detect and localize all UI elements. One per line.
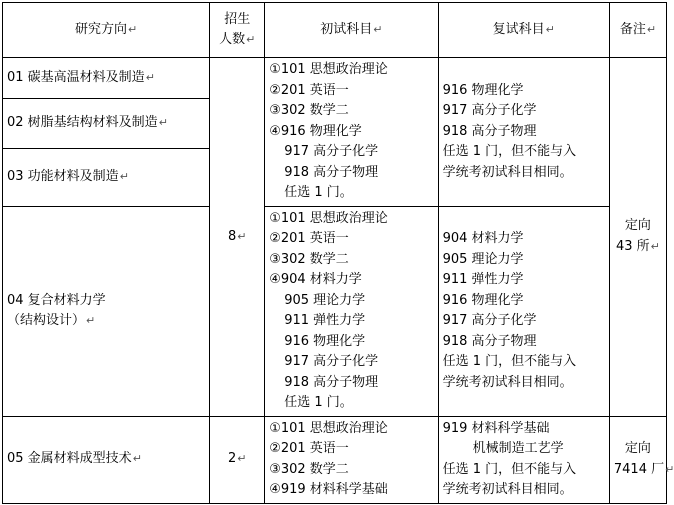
direction-label-line1: 04 复合材料力学 — [7, 292, 106, 308]
subject-line: ④916 物理化学 — [269, 123, 362, 139]
direction-label-line2: （结构设计） — [7, 313, 86, 328]
table-row — [3, 58, 667, 99]
retest-line: 916 物理化学 — [442, 82, 524, 98]
subject-line: ③302 数学二 — [269, 103, 349, 118]
enroll-count: 2 — [227, 451, 237, 467]
retest-line: 918 高分子物理 — [442, 123, 537, 139]
retest-line: 916 物理化学 — [442, 292, 524, 308]
paragraph-mark: ↵ — [128, 22, 138, 36]
retest-line: 917 高分子化学 — [442, 103, 537, 118]
header-enroll — [210, 3, 265, 58]
direction-label: 01 碳基高温材料及制造 — [7, 69, 145, 85]
note-cell — [609, 58, 666, 417]
paragraph-mark: ↵ — [373, 22, 383, 36]
paragraph-mark: ↵ — [650, 239, 660, 253]
direction-label: 05 金属材料成型技术 — [7, 451, 132, 467]
retest-subjects-cell — [438, 416, 609, 503]
retest-line: 学统考初试科目相同。 — [442, 482, 573, 497]
retest-line: 918 高分子物理 — [442, 333, 537, 349]
header-row — [3, 3, 667, 58]
retest-line: 学统考初试科目相同。 — [442, 164, 573, 180]
retest-subjects-cell — [438, 58, 609, 207]
subject-line: ②201 英语一 — [269, 441, 349, 456]
header-enroll-line2: 人数 — [219, 32, 246, 47]
paragraph-mark: ↵ — [545, 22, 555, 36]
header-retest-label: 复试科目 — [492, 21, 545, 37]
direction-label: 03 功能材料及制造 — [7, 168, 119, 184]
retest-line: 911 弹性力学 — [442, 272, 524, 287]
enroll-count: 8 — [227, 228, 237, 244]
note-line2: 43 所 — [615, 238, 650, 254]
subject-line: 任选 1 门。 — [284, 395, 353, 410]
subject-line: 911 弹性力学 — [284, 313, 366, 328]
header-note-label: 备注 — [619, 21, 646, 37]
header-direction — [3, 3, 210, 58]
header-note — [609, 3, 666, 58]
enroll-cell — [210, 58, 265, 417]
retest-line: 任选 1 门，但不能与入 — [442, 461, 577, 477]
header-initial-label: 初试科目 — [320, 21, 373, 37]
subject-line: ④904 材料力学 — [269, 272, 362, 287]
paragraph-mark: ↵ — [145, 70, 155, 84]
retest-line: 917 高分子化学 — [442, 313, 537, 328]
subject-line: ③302 数学二 — [269, 461, 349, 477]
paragraph-mark: ↵ — [646, 22, 657, 36]
initial-subjects-cell — [265, 58, 438, 207]
header-direction-label: 研究方向 — [75, 21, 128, 37]
note-line1: 定向 — [624, 218, 651, 234]
initial-subjects-cell — [265, 416, 438, 503]
paragraph-mark: ↵ — [86, 314, 96, 327]
table-row — [3, 416, 667, 503]
admissions-table — [2, 2, 674, 504]
subject-line: 任选 1 门。 — [284, 185, 353, 200]
paragraph-mark: ↵ — [665, 462, 674, 476]
header-retest — [438, 3, 609, 58]
retest-line: 任选 1 门，但不能与入 — [442, 354, 577, 369]
note-line1: 定向 — [624, 441, 651, 456]
retest-line: 919 材料科学基础 — [442, 420, 550, 436]
subject-line: 917 高分子化学 — [284, 354, 379, 369]
subject-line: ①101 思想政治理论 — [269, 62, 388, 77]
paragraph-mark: ↵ — [237, 229, 247, 243]
direction-label: 02 树脂基结构材料及制造 — [7, 115, 158, 131]
subject-line: ①101 思想政治理论 — [269, 420, 388, 436]
header-enroll-line1: 招生 — [224, 11, 251, 27]
note-line2: 7414 厂 — [613, 461, 665, 477]
subject-line: 916 物理化学 — [284, 333, 366, 349]
subject-line: 917 高分子化学 — [284, 144, 379, 159]
subject-line: ②201 英语一 — [269, 231, 349, 246]
direction-cell — [3, 58, 210, 99]
subject-line: ①101 思想政治理论 — [269, 210, 388, 226]
paragraph-mark: ↵ — [119, 169, 129, 183]
retest-line: 机械制造工艺学 — [472, 441, 564, 456]
direction-cell — [3, 416, 210, 503]
subject-line: ③302 数学二 — [269, 251, 349, 267]
paragraph-mark: ↵ — [237, 452, 247, 466]
retest-line: 任选 1 门，但不能与入 — [442, 144, 577, 159]
paragraph-mark: ↵ — [158, 116, 168, 130]
retest-subjects-cell — [438, 206, 609, 416]
subject-line: 905 理论力学 — [284, 292, 366, 308]
table-row — [3, 206, 667, 416]
header-initial — [265, 3, 438, 58]
direction-cell — [3, 148, 210, 206]
retest-line: 905 理论力学 — [442, 251, 524, 267]
paragraph-mark: ↵ — [132, 452, 142, 466]
direction-cell — [3, 99, 210, 149]
note-cell — [609, 416, 674, 503]
subject-line: 918 高分子物理 — [284, 164, 379, 180]
direction-cell — [3, 206, 210, 416]
enroll-cell — [210, 416, 265, 503]
paragraph-mark: ↵ — [246, 33, 256, 46]
initial-subjects-cell — [265, 206, 438, 416]
retest-line: 904 材料力学 — [442, 231, 524, 246]
subject-line: ②201 英语一 — [269, 82, 349, 98]
subject-line: ④919 材料科学基础 — [269, 482, 388, 497]
retest-line: 学统考初试科目相同。 — [442, 374, 573, 390]
subject-line: 918 高分子物理 — [284, 374, 379, 390]
